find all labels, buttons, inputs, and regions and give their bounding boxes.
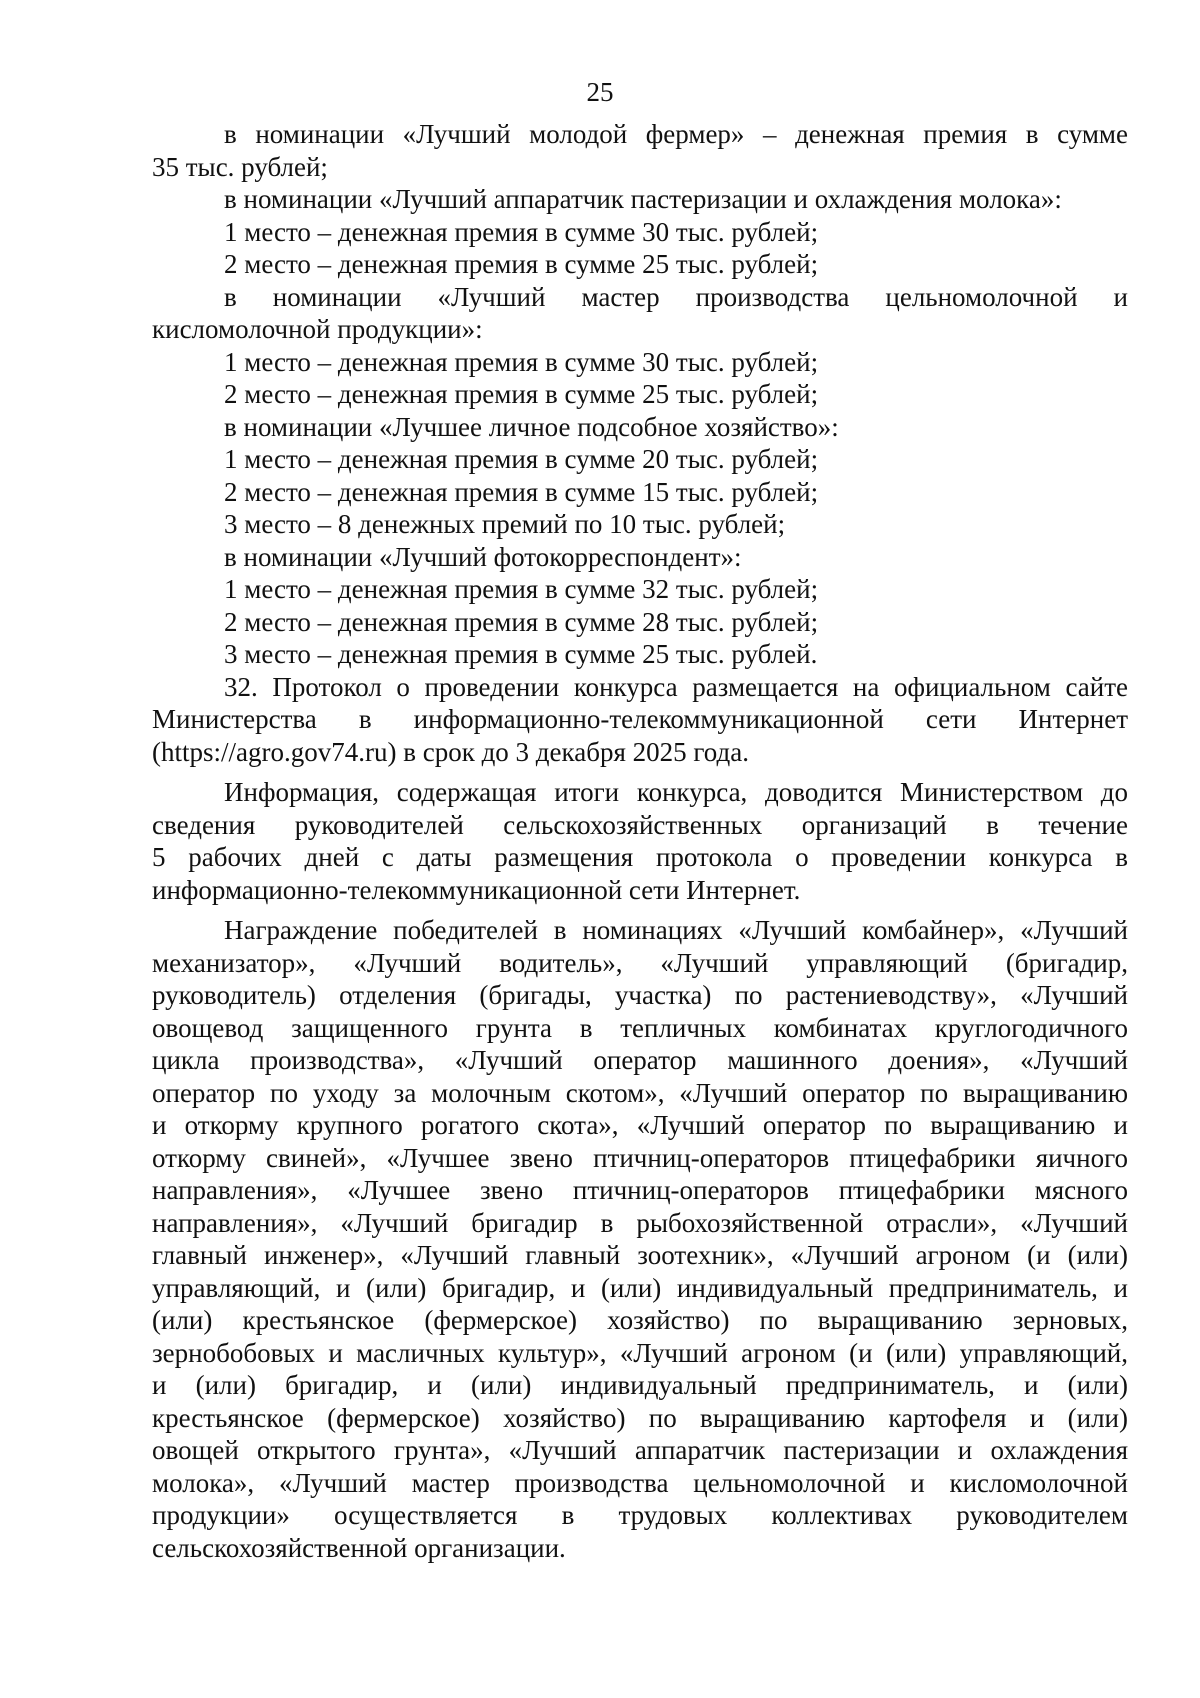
text-line: 3 место – 8 денежных премий по 10 тыс. рублей; [224,509,786,539]
text-line: овощевод защищенного грунта в тепличных комбинатах круглогодичного [152,1012,1128,1043]
text-line: продукции» осуществляется в трудовых коллективах руководителем [152,1500,1128,1530]
text-line: Награждение победителей в номинациях «Лучший комбайнер», «Лучший [224,915,1128,945]
text-line: 1 место – денежная премия в сумме 30 тыс. рублей; [224,346,819,377]
text-line: управляющий, и (или) бригадир, и (или) индивидуальный предприниматель, и [152,1272,1128,1303]
document-body [152,118,1128,1564]
text-line: кисломолочной продукции»: [152,314,483,344]
text-line: в номинации «Лучший фотокорреспондент»: [224,541,742,572]
page-number: 25 [586,77,614,107]
text-line: 1 место – денежная премия в сумме 32 тыс. рублей; [224,574,819,604]
text-line: сельскохозяйственной организации. [152,1532,566,1563]
text-line: 2 место – денежная премия в сумме 15 тыс. рублей; [224,476,819,507]
text-line: и откорму крупного рогатого скота», «Лучший оператор по выращиванию и [152,1110,1128,1140]
text-line: 35 тыс. рублей; [152,151,328,182]
text-line: механизатор», «Лучший водитель», «Лучший управляющий (бригадир, [152,947,1128,978]
text-line: 1 место – денежная премия в сумме 20 тыс. рублей; [224,444,819,474]
text-line: 3 место – денежная премия в сумме 25 тыс. рублей. [224,639,818,669]
text-line: 2 место – денежная премия в сумме 25 тыс. рублей; [224,249,819,279]
paragraph-gap [152,906,1128,914]
text-line: направления», «Лучшее звено птичниц-операторов птицефабрики мясного [152,1175,1128,1205]
text-line: главный инженер», «Лучший главный зоотехник», «Лучший агроном (и (или) [152,1240,1128,1270]
paragraph-gap [152,768,1128,776]
text-line: в номинации «Лучший аппаратчик пастеризации и охлаждения молока»: [224,184,1062,214]
text-line: молока», «Лучший мастер производства цельномолочной и кисломолочной [152,1467,1128,1498]
text-line: информационно-телекоммуникационной сети Интернет. [152,874,801,905]
text-line: в номинации «Лучший мастер производства цельномолочной и [224,281,1128,312]
text-line: крестьянское (фермерское) хозяйство) по выращиванию картофеля и (или) [152,1402,1128,1433]
text-line: 2 место – денежная премия в сумме 28 тыс. рублей; [224,606,819,637]
text-line: Министерства в информационно-телекоммуникационной сети Интернет [152,704,1128,734]
text-line: Информация, содержащая итоги конкурса, доводится Министерством до [224,777,1128,807]
text-line: сведения руководителей сельскохозяйственных организаций в течение [152,809,1128,840]
text-line: 5 рабочих дней с даты размещения протокола о проведении конкурса в [152,842,1128,872]
text-line: 1 место – денежная премия в сумме 30 тыс. рублей; [224,216,819,247]
text-line: в номинации «Лучшее личное подсобное хозяйство»: [224,411,839,442]
text-line: 32. Протокол о проведении конкурса размещается на официальном сайте [224,671,1128,702]
text-line: откорму свиней», «Лучшее звено птичниц-операторов птицефабрики яичного [152,1142,1128,1173]
text-line: цикла производства», «Лучший оператор машинного доения», «Лучший [152,1045,1128,1075]
text-line: 2 место – денежная премия в сумме 25 тыс. рублей; [224,379,819,409]
text-line: направления», «Лучший бригадир в рыбохозяйственной отрасли», «Лучший [152,1207,1128,1238]
text-line: (https://agro.gov74.ru) в срок до 3 декабря 2025 года. [152,736,749,767]
text-line: оператор по уходу за молочным скотом», «Лучший оператор по выращиванию [152,1077,1128,1108]
text-line: и (или) бригадир, и (или) индивидуальный предприниматель, и (или) [152,1370,1128,1400]
text-line: в номинации «Лучший молодой фермер» – денежная премия в сумме [224,119,1128,149]
text-line: (или) крестьянское (фермерское) хозяйство) по выращиванию зерновых, [152,1305,1128,1335]
text-line: овощей открытого грунта», «Лучший аппаратчик пастеризации и охлаждения [152,1435,1128,1465]
text-line: зернобобовых и масличных культур», «Лучший агроном (и (или) управляющий, [152,1337,1128,1368]
text-line: руководитель) отделения (бригады, участка) по растениеводству», «Лучший [152,980,1128,1010]
